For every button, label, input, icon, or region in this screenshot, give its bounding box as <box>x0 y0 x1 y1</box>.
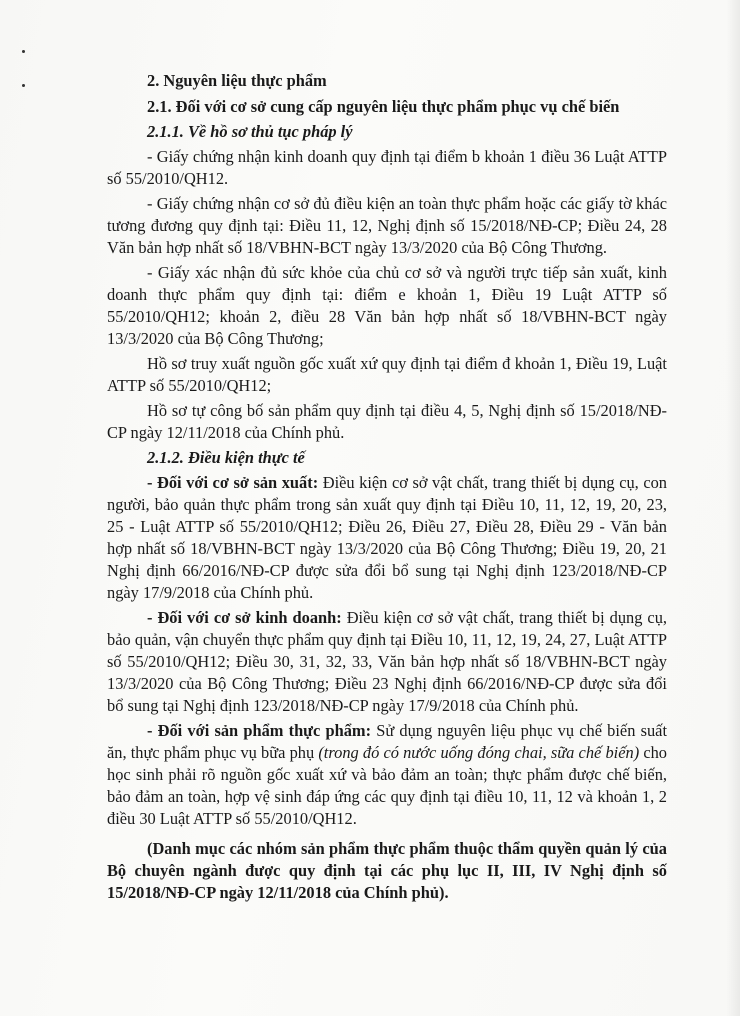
paragraph-text: cho học sinh phải rõ nguồn gốc xuất xứ và bảo đảm an toàn; thực phẩm được chế biến, bảo đảm an toàn, hợp vệ sinh đáp ứng các quy định tại điều 10, 11, 12 và khoản 1, 2 điều 30 Luật ATTP số 55/2010/QH12. <box>107 743 668 828</box>
paragraph-italic: (trong đó có nước uống đóng chai, sữa chế biến) <box>318 743 640 762</box>
scan-speck <box>22 84 25 87</box>
section-heading: 2. Nguyên liệu thực phẩm <box>147 71 327 90</box>
paragraph-products <box>107 720 667 830</box>
paragraph-text: Điều kiện cơ sở vật chất, trang thiết bị dụng cụ, con người, bảo quản thực phẩm trong sản xuất quy định tại Điều 10, 11, 12, 19, 20, 23, 25 - Luật ATTP số 55/2010/QH12; Điều 26, Điều 27, Điều 28, Điều 29 - Văn bản hợp nhất số 18/VBHN-BCT ngày 13/3/2020 của Bộ Công Thương; Điều 19, 20, 21 Nghị định 66/2016/NĐ-CP được sửa đổi bổ sung tại Nghị định 123/2018/NĐ-CP ngày 17/9/2018 của Chính phủ. <box>107 473 667 602</box>
document-body <box>107 70 667 907</box>
paragraph-text: Điều kiện cơ sở vật chất, trang thiết bị dụng cụ, bảo quản, vận chuyển thực phẩm quy định tại Điều 10, 11, 12, 19, 24, 27, Luật ATTP số 55/2010/QH12; Điều 30, 31, 32, 33, Văn bản hợp nhất số 18/VBHN-BCT ngày 13/3/2020 của Bộ Công Thương; Điều 23 Nghị định 66/2016/NĐ-CP được sửa đổi bổ sung tại Nghị định 123/2018/NĐ-CP ngày 17/9/2018 của Chính phủ. <box>107 608 667 715</box>
paragraph-item: Hồ sơ truy xuất nguồn gốc xuất xứ quy định tại điểm đ khoản 1, Điều 19, Luật ATTP số 55/2010/QH12; <box>107 354 667 395</box>
paragraph-item: - Giấy chứng nhận cơ sở đủ điều kiện an toàn thực phẩm hoặc các giấy tờ khác tương đương quy định tại: Điều 11, 12, Nghị định số 15/2018/NĐ-CP; Điều 24, 28 Văn bản hợp nhất số 18/VBHN-BCT ngày 13/3/2020 của Bộ Công Thương. <box>107 194 667 257</box>
paragraph-text: Sử dụng nguyên liệu phục vụ chế biến suất ăn, thực phẩm phục vụ bữa phụ <box>107 721 668 762</box>
paragraph-item: Hồ sơ tự công bố sản phẩm quy định tại điều 4, 5, Nghị định số 15/2018/NĐ-CP ngày 12/11/2018 của Chính phủ. <box>107 401 667 442</box>
paragraph-item: - Giấy xác nhận đủ sức khỏe của chủ cơ sở và người trực tiếp sản xuất, kinh doanh thực phẩm quy định tại: điểm e khoản 1, Điều 19 Luật ATTP số 55/2010/QH12; khoản 2, điều 28 Văn bản hợp nhất số 18/VBHN-BCT ngày 13/3/2020 của Bộ Công Thương; <box>107 263 667 348</box>
sub-subsection-heading: 2.1.1. Về hồ sơ thủ tục pháp lý <box>147 122 353 141</box>
paragraph-lead: - Đối với sản phẩm thực phẩm: <box>147 721 372 740</box>
paragraph-item: - Giấy chứng nhận kinh doanh quy định tại điểm b khoản 1 điều 36 Luật ATTP số 55/2010/QH12. <box>107 147 667 188</box>
sub-subsection-heading: 2.1.2. Điều kiện thực tế <box>147 448 305 467</box>
closing-note: (Danh mục các nhóm sản phẩm thực phẩm thuộc thẩm quyền quản lý của Bộ chuyên ngành được quy định tại các phụ lục II, III, IV Nghị định số 15/2018/NĐ-CP ngày 12/11/2018 của Chính phủ). <box>107 839 667 902</box>
subsection-heading: 2.1. Đối với cơ sở cung cấp nguyên liệu thực phẩm phục vụ chế biến <box>147 97 620 116</box>
paragraph-business <box>107 607 667 717</box>
paragraph-production <box>107 472 667 604</box>
page-edge-shadow <box>726 0 740 1016</box>
paragraph-lead: - Đối với cơ sở kinh doanh: <box>147 608 342 627</box>
scan-speck <box>22 50 25 53</box>
paragraph-lead: - Đối với cơ sở sản xuất: <box>147 473 319 492</box>
